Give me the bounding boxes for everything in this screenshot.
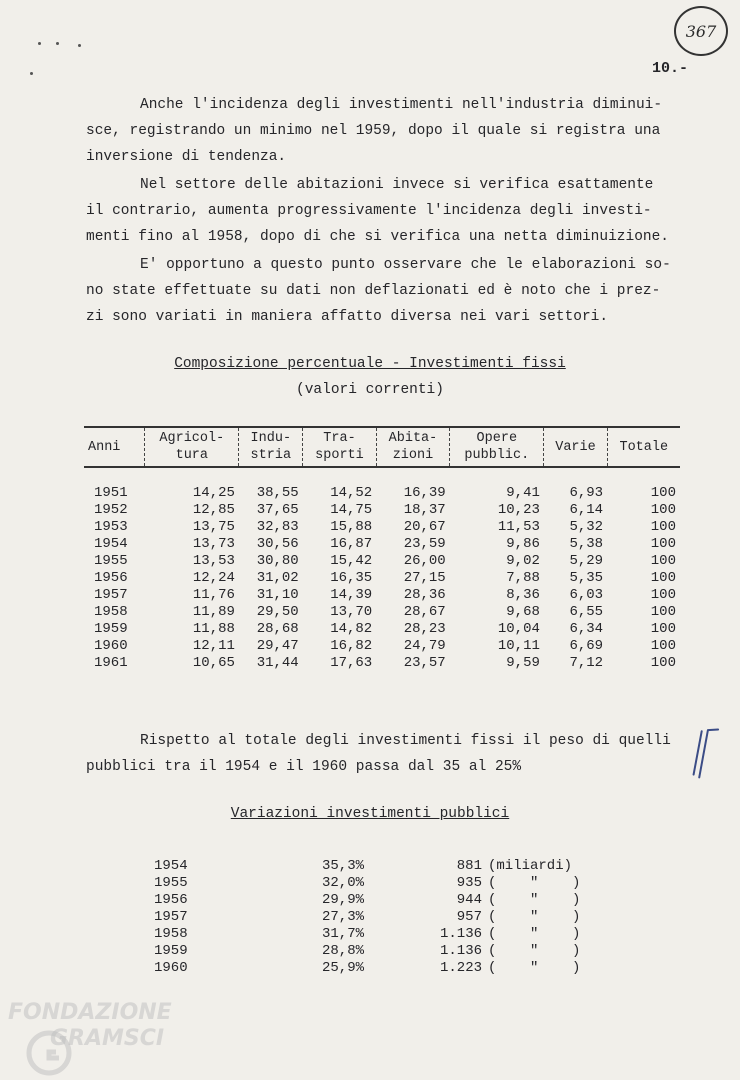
table-row — [84, 553, 680, 570]
gramsci-logo-icon — [26, 1030, 72, 1076]
table-cell: 6,55 — [569, 604, 604, 620]
table-cell: 1954 — [94, 536, 128, 552]
column-header: Totale — [607, 427, 680, 467]
table-cell: 28,36 — [403, 587, 446, 603]
table-cell: 31,02 — [256, 570, 299, 586]
table-cell: 9,86 — [506, 536, 540, 552]
column-header: Agricol- tura — [145, 427, 239, 467]
table-cell: 13,53 — [192, 553, 235, 569]
table-cell: 37,65 — [256, 502, 299, 518]
table-cell: 100 — [650, 485, 676, 501]
table-cell: 100 — [650, 604, 676, 620]
table-cell: 1955 — [94, 553, 128, 569]
table-cell: 13,75 — [192, 519, 235, 535]
table-cell: 6,03 — [569, 587, 604, 603]
table-cell: 1956 — [94, 570, 128, 586]
table-cell: 16,39 — [403, 485, 446, 501]
list-item: 1955 32,0% 935 ( " ) — [154, 875, 581, 891]
table-cell: 100 — [650, 587, 676, 603]
table-cell: 31,10 — [256, 587, 299, 603]
table-cell: 5,29 — [569, 553, 604, 569]
table-cell: 7,88 — [506, 570, 540, 586]
table-cell: 1959 — [94, 621, 128, 637]
table-cell: 28,68 — [256, 621, 299, 637]
table-cell: 23,57 — [403, 655, 446, 671]
table-cell: 6,93 — [569, 485, 604, 501]
table-cell: 14,82 — [330, 621, 373, 637]
table-row — [84, 467, 680, 502]
table1-title: Composizione percentuale - Investimenti fissi — [174, 356, 566, 372]
table-row — [84, 604, 680, 621]
table-cell: 20,67 — [403, 519, 446, 535]
table-cell: 29,50 — [256, 604, 299, 620]
speck — [30, 72, 33, 75]
table-row — [84, 587, 680, 604]
table-cell: 9,02 — [506, 553, 540, 569]
table-cell: 9,41 — [506, 485, 540, 501]
table-cell: 23,59 — [403, 536, 446, 552]
table-cell: 38,55 — [256, 485, 299, 501]
table-cell: 12,11 — [192, 638, 235, 654]
table-cell: 26,00 — [403, 553, 446, 569]
table-cell: 1953 — [94, 519, 128, 535]
table-cell: 14,52 — [330, 485, 373, 501]
table-cell: 27,15 — [403, 570, 446, 586]
table-cell: 1961 — [94, 655, 128, 671]
table-cell: 8,36 — [506, 587, 540, 603]
table-cell: 18,37 — [403, 502, 446, 518]
table-cell: 7,12 — [569, 655, 604, 671]
table-cell: 13,70 — [330, 604, 373, 620]
table-cell: 11,88 — [192, 621, 235, 637]
table-cell: 16,82 — [330, 638, 373, 654]
column-header: Anni — [84, 427, 145, 467]
table-cell: 1958 — [94, 604, 128, 620]
table-cell: 29,47 — [256, 638, 299, 654]
column-header: Abita- zioni — [376, 427, 450, 467]
paragraph-4: Rispetto al totale degli investimenti fissi il peso di quelli pubblici tra il 1954 e il 1960 passa dal 35 al 25% — [86, 733, 671, 775]
table-row — [84, 621, 680, 638]
table-cell: 10,65 — [192, 655, 235, 671]
table-cell: 31,44 — [256, 655, 299, 671]
speck — [56, 42, 59, 45]
page-number: 10.- — [652, 60, 689, 77]
table-cell: 5,38 — [569, 536, 604, 552]
column-header: Tra- sporti — [303, 427, 377, 467]
table-cell: 6,34 — [569, 621, 604, 637]
column-header: Varie — [544, 427, 607, 467]
table-cell: 100 — [650, 621, 676, 637]
column-header: Opere pubblic. — [450, 427, 544, 467]
table-cell: 17,63 — [330, 655, 373, 671]
table-cell: 16,87 — [330, 536, 373, 552]
handwritten-margin-mark — [688, 725, 723, 792]
table-cell: 24,79 — [403, 638, 446, 654]
pen-stroke-icon — [689, 725, 723, 784]
table-cell: 13,73 — [192, 536, 235, 552]
table-cell: 100 — [650, 553, 676, 569]
table-cell: 100 — [650, 519, 676, 535]
list-item: 1956 29,9% 944 ( " ) — [154, 892, 581, 908]
table-cell: 16,35 — [330, 570, 373, 586]
table-cell: 11,89 — [192, 604, 235, 620]
table-cell: 5,32 — [569, 519, 604, 535]
composition-table — [84, 426, 680, 672]
table-cell: 30,80 — [256, 553, 299, 569]
table-row — [84, 638, 680, 655]
table-cell: 9,68 — [506, 604, 540, 620]
paragraph-1: Anche l'incidenza degli investimenti nell'industria diminui- sce, registrando un minimo nel 1959, dopo il quale si registra una inversione di tendenza. — [86, 97, 663, 165]
table-row — [84, 519, 680, 536]
table-cell: 32,83 — [256, 519, 299, 535]
table-cell: 14,25 — [192, 485, 235, 501]
table-cell: 10,11 — [497, 638, 540, 654]
paragraph-3: E' opportuno a questo punto osservare che le elaborazioni so- no state effettuate su dati non deflazionati ed è noto che i prez- zi sono variati in maniera affatto diversa nei vari settori. — [86, 257, 671, 325]
table-cell: 12,85 — [192, 502, 235, 518]
list-item: 1960 25,9% 1.223 ( " ) — [154, 960, 581, 976]
table-cell: 100 — [650, 570, 676, 586]
table-cell: 100 — [650, 536, 676, 552]
table1-subtitle: (valori correnti) — [296, 382, 444, 398]
table-cell: 28,67 — [403, 604, 446, 620]
table-row — [84, 655, 680, 672]
table-cell: 15,88 — [330, 519, 373, 535]
table-cell: 100 — [650, 638, 676, 654]
table-cell: 28,23 — [403, 621, 446, 637]
table-cell: 11,53 — [497, 519, 540, 535]
list-item: 1957 27,3% 957 ( " ) — [154, 909, 581, 925]
table-cell: 1951 — [94, 485, 128, 501]
table-cell: 1952 — [94, 502, 128, 518]
table-cell: 5,35 — [569, 570, 604, 586]
table-cell: 15,42 — [330, 553, 373, 569]
table-cell: 14,39 — [330, 587, 373, 603]
table-cell: 11,76 — [192, 587, 235, 603]
table-cell: 30,56 — [256, 536, 299, 552]
table-row — [84, 502, 680, 519]
table-row — [84, 536, 680, 553]
table-cell: 10,23 — [497, 502, 540, 518]
speck — [78, 44, 81, 47]
table-cell: 9,59 — [506, 655, 540, 671]
table-cell: 6,69 — [569, 638, 604, 654]
table-cell: 1960 — [94, 638, 128, 654]
column-header: Indu- stria — [239, 427, 303, 467]
table-row — [84, 570, 680, 587]
table-cell: 12,24 — [192, 570, 235, 586]
table-cell: 14,75 — [330, 502, 373, 518]
archive-stamp: 367 — [674, 6, 728, 56]
list-item: 1958 31,7% 1.136 ( " ) — [154, 926, 581, 942]
table-cell: 100 — [650, 655, 676, 671]
public-investment-table — [154, 858, 608, 977]
list-item: 1959 28,8% 1.136 ( " ) — [154, 943, 581, 959]
speck — [38, 42, 41, 45]
table-cell: 1957 — [94, 587, 128, 603]
paragraph-2: Nel settore delle abitazioni invece si verifica esattamente il contrario, aumenta progressivamente l'incidenza degli investi- menti fino al 1958, dopo di che si verifica una netta diminuizione. — [86, 177, 669, 245]
table-cell: 100 — [650, 502, 676, 518]
table-cell: 10,04 — [497, 621, 540, 637]
watermark: FONDAZIONE GRAMSCI — [8, 1000, 172, 1051]
table2-title: Variazioni investimenti pubblici — [230, 806, 510, 822]
table-cell: 6,14 — [569, 502, 604, 518]
list-item: 1954 35,3% 881 (miliardi) — [154, 858, 573, 874]
